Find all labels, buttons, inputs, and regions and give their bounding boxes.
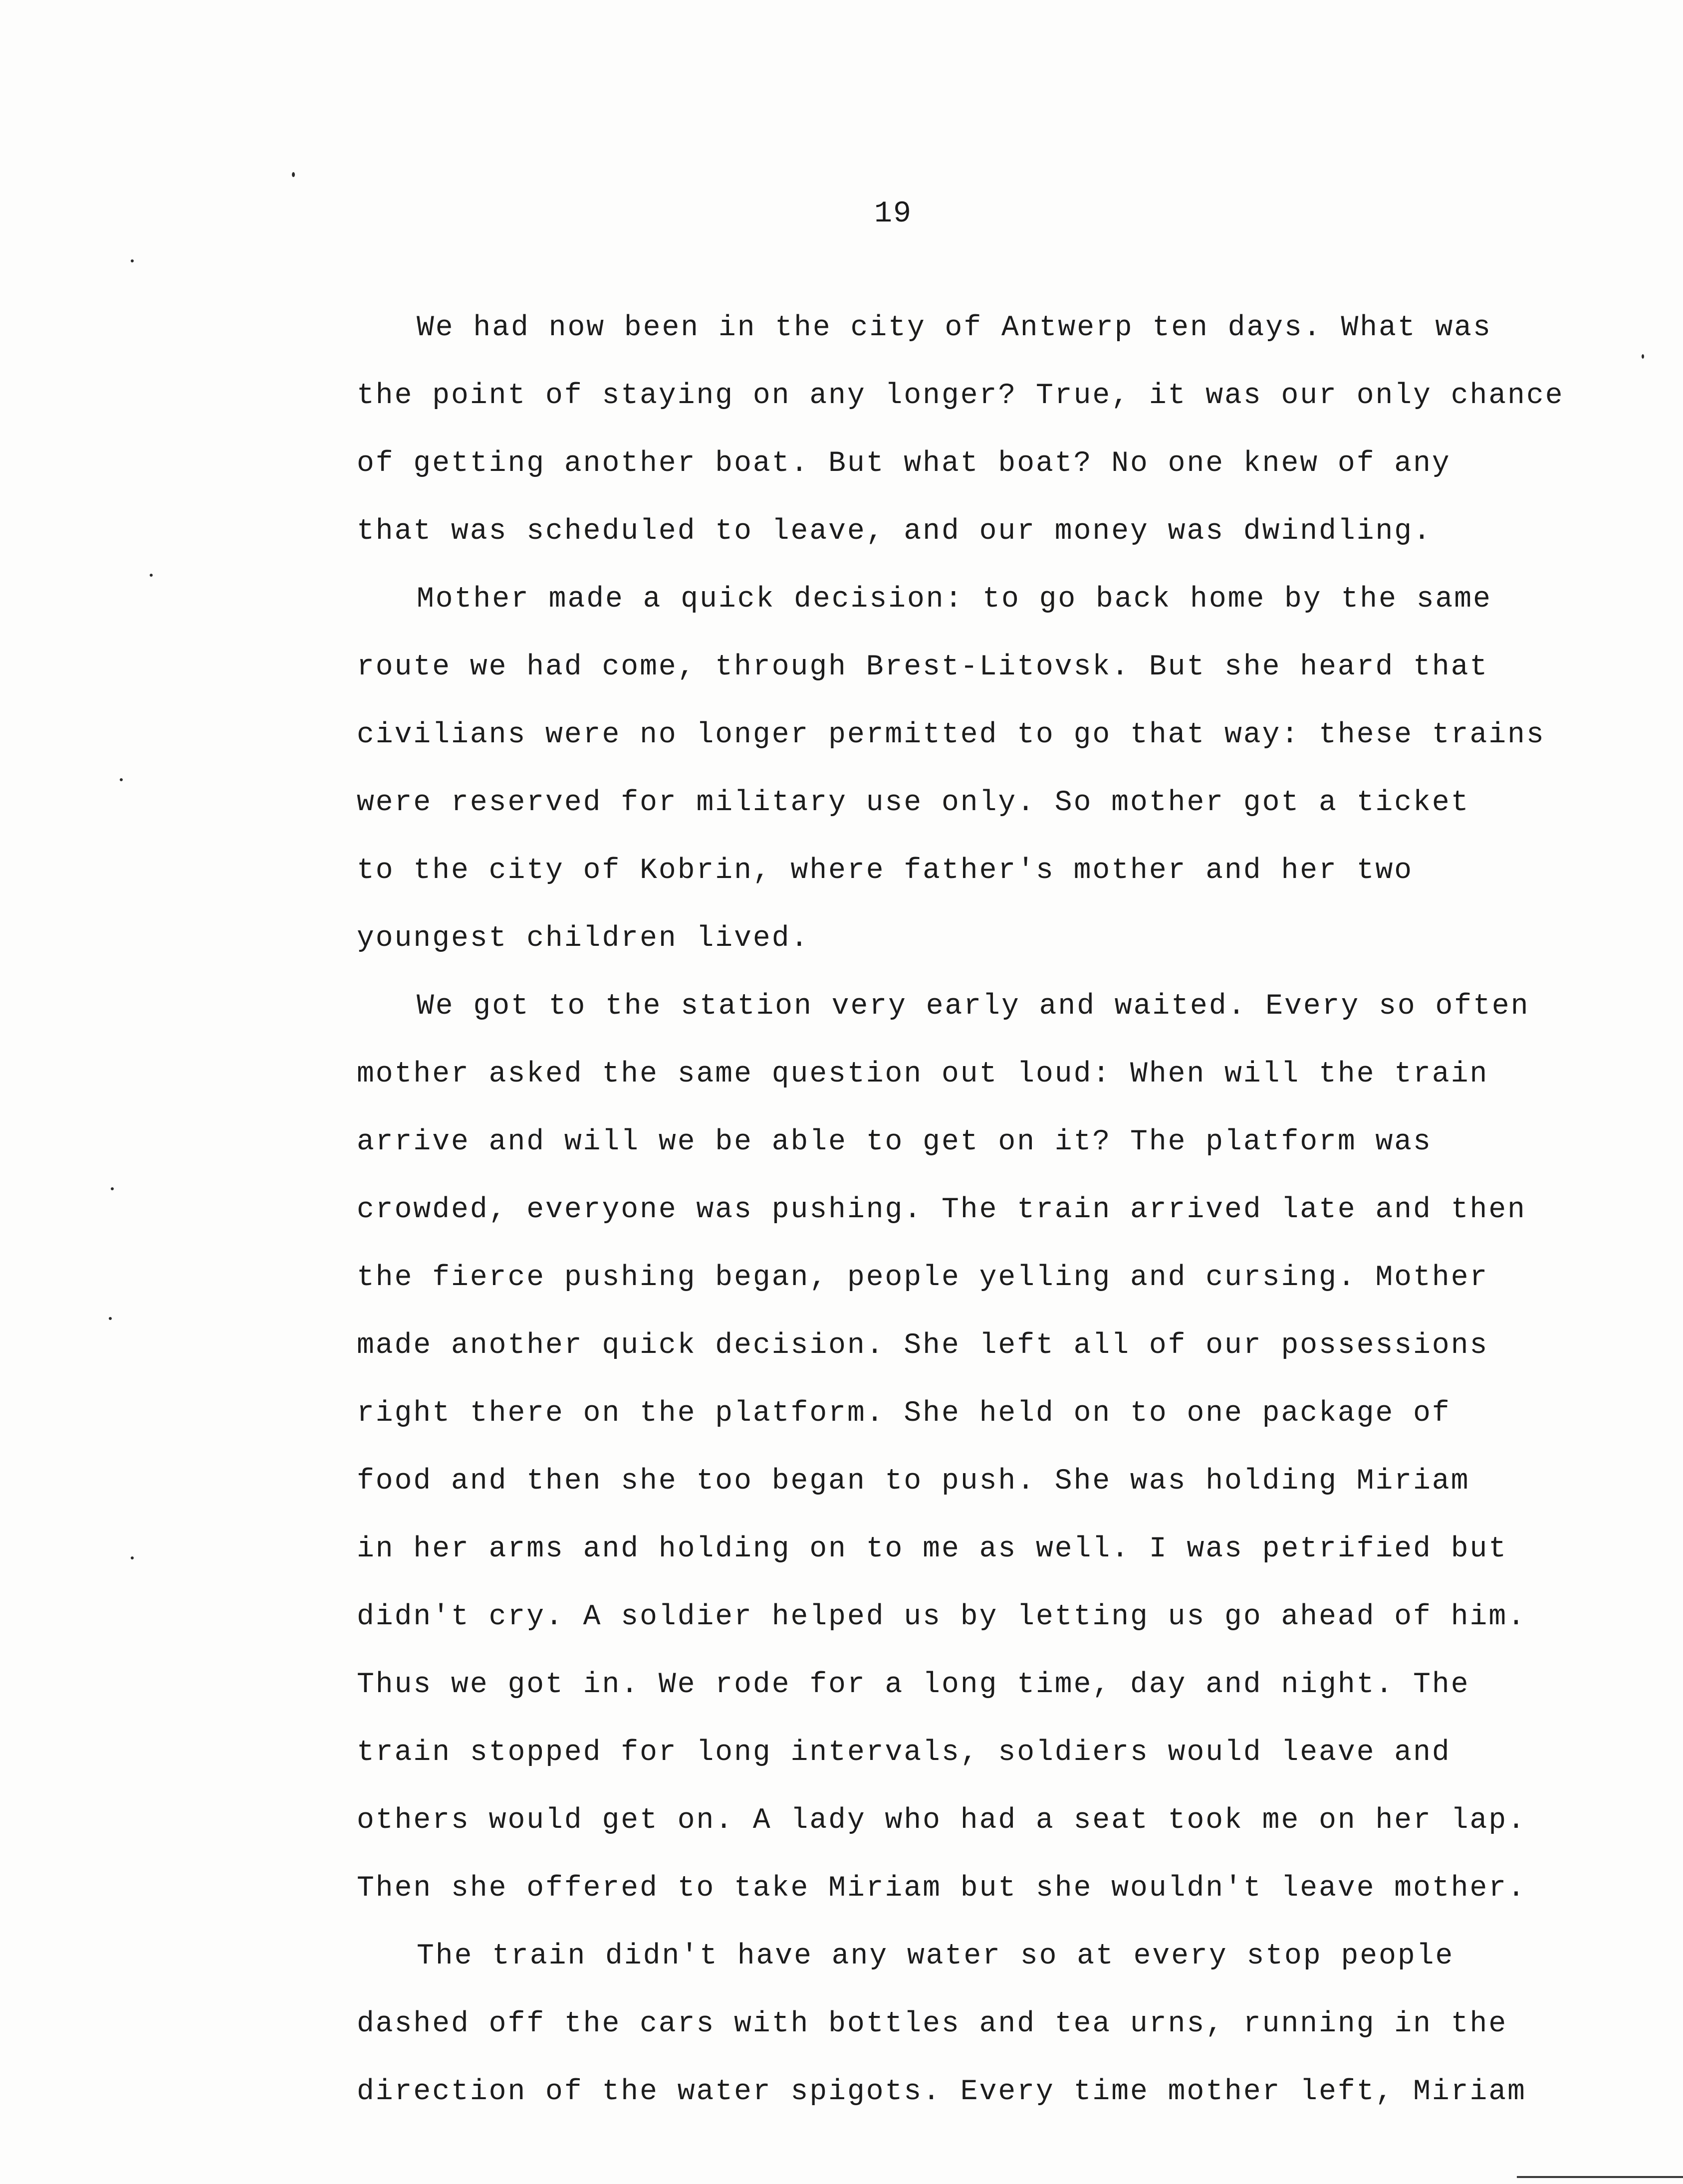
scan-speck <box>109 1317 112 1320</box>
text-line: Mother made a quick decision: to go back home by the same <box>417 583 1492 616</box>
scan-speck <box>292 172 295 177</box>
text-line: made another quick decision. She left all of our possessions <box>357 1329 1489 1362</box>
body-text <box>357 294 1654 2126</box>
text-line: others would get on. A lady who had a seat took me on her lap. <box>357 1804 1526 1837</box>
text-line: The train didn't have any water so at every stop people <box>417 1940 1454 1972</box>
text-line: mother asked the same question out loud: When will the train <box>357 1058 1489 1091</box>
text-line: were reserved for military use only. So mother got a ticket <box>357 787 1470 819</box>
text-line: food and then she too began to push. She was holding Miriam <box>357 1465 1470 1498</box>
text-line: We got to the station very early and waited. Every so often <box>417 990 1530 1023</box>
scan-speck <box>1642 354 1644 359</box>
text-line: Thus we got in. We rode for a long time, day and night. The <box>357 1669 1470 1701</box>
text-line: direction of the water spigots. Every time mother left, Miriam <box>357 2076 1526 2108</box>
text-line: right there on the platform. She held on to one package of <box>357 1397 1451 1430</box>
text-line: of getting another boat. But what boat? No one knew of any <box>357 447 1451 480</box>
scan-speck <box>150 574 153 577</box>
text-line: train stopped for long intervals, soldiers would leave and <box>357 1737 1451 1769</box>
scan-speck <box>131 1556 134 1559</box>
text-line: crowded, everyone was pushing. The train arrived late and then <box>357 1194 1526 1226</box>
text-line: dashed off the cars with bottles and tea urns, running in the <box>357 2008 1508 2040</box>
page-number: 19 <box>874 197 913 231</box>
text-line: route we had come, through Brest-Litovsk. But she heard that <box>357 651 1489 683</box>
text-line: the fierce pushing began, people yelling and cursing. Mother <box>357 1262 1489 1294</box>
text-line: the point of staying on any longer? True, it was our only chance <box>357 380 1564 412</box>
text-line: Then she offered to take Miriam but she wouldn't leave mother. <box>357 1872 1526 1905</box>
text-line: that was scheduled to leave, and our money was dwindling. <box>357 515 1432 548</box>
text-line: civilians were no longer permitted to go that way: these trains <box>357 719 1545 751</box>
scan-speck <box>120 778 123 781</box>
text-line: arrive and will we be able to get on it? The platform was <box>357 1126 1432 1158</box>
text-line: We had now been in the city of Antwerp ten days. What was <box>417 312 1492 344</box>
scan-speck <box>131 259 134 262</box>
text-line: to the city of Kobrin, where father's mother and her two <box>357 855 1414 887</box>
scan-speck <box>111 1187 114 1190</box>
text-line: youngest children lived. <box>357 922 810 955</box>
text-line: in her arms and holding on to me as well. I was petrified but <box>357 1533 1508 1565</box>
text-line: didn't cry. A soldier helped us by letting us go ahead of him. <box>357 1601 1526 1633</box>
bottom-edge-rule <box>1517 2176 1683 2178</box>
